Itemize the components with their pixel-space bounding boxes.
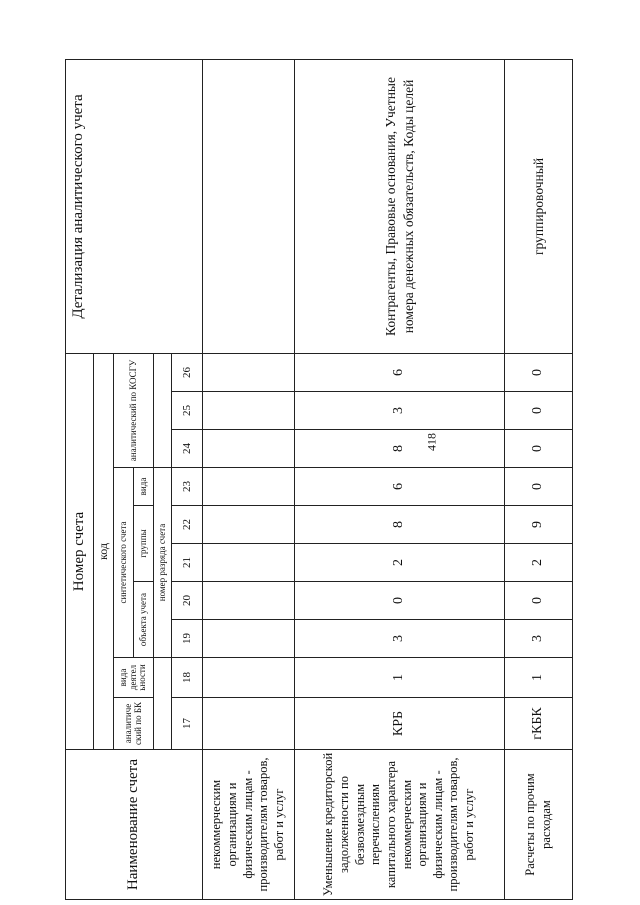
header-digit-number: номер разряда счета xyxy=(154,468,172,658)
digit-number-cell: 21 xyxy=(172,544,203,582)
header-empty-cell xyxy=(154,658,172,750)
digit-number-cell: 25 xyxy=(172,392,203,430)
value-cell: гКБК xyxy=(505,698,573,750)
value-cell xyxy=(203,544,295,582)
value-cell xyxy=(203,658,295,698)
value-cell: 8 xyxy=(295,506,505,544)
header-kind-activity: вида деятел ьности xyxy=(114,658,154,698)
detail-cell: Контрагенты, Правовые основания, Учетные номера денежных обязательств, Коды целей xyxy=(295,59,505,353)
value-cell xyxy=(203,468,295,506)
value-cell: 0 xyxy=(505,468,573,506)
value-cell: 0 xyxy=(505,392,573,430)
header-synthetic: синтетического счета xyxy=(114,468,134,658)
header-analytic-bk: аналитиче ский по БК xyxy=(114,698,154,750)
value-cell: 3 xyxy=(295,620,505,658)
rotated-page xyxy=(65,60,575,900)
account-name: Уменьшение кредиторской задолженности по безвозмездным перечислениям капитального характера некоммерческим организациям и физическим лицам - производителям товаров, работ и услуг xyxy=(295,750,505,900)
header-detail: Детализация аналитического учета xyxy=(66,59,203,353)
value-cell: 8 xyxy=(295,430,505,468)
table-row xyxy=(295,59,505,899)
value-cell: 0 xyxy=(295,582,505,620)
value-cell xyxy=(203,353,295,391)
header-group: группы xyxy=(134,506,154,582)
table-row xyxy=(203,59,295,899)
digit-number-cell: 20 xyxy=(172,582,203,620)
value-cell: 2 xyxy=(505,544,573,582)
digit-number-cell: 18 xyxy=(172,658,203,698)
digit-number-cell: 22 xyxy=(172,506,203,544)
header-kind: вида xyxy=(134,468,154,506)
account-table xyxy=(65,59,573,900)
digit-number-cell: 23 xyxy=(172,468,203,506)
value-cell xyxy=(203,698,295,750)
digit-number-cell: 17 xyxy=(172,698,203,750)
value-cell xyxy=(203,506,295,544)
page-number: 418 xyxy=(424,433,439,451)
value-cell xyxy=(203,392,295,430)
digit-number-cell: 26 xyxy=(172,353,203,391)
header-account-object: объекта учета xyxy=(134,582,154,658)
value-cell: 0 xyxy=(505,582,573,620)
value-cell: 6 xyxy=(295,353,505,391)
value-cell: 0 xyxy=(505,353,573,391)
value-cell: 1 xyxy=(505,658,573,698)
header-analytic-kosgu: аналитический по КОСГУ xyxy=(114,353,154,467)
table-row xyxy=(505,59,573,899)
header-name: Наименование счета xyxy=(66,750,203,900)
detail-cell xyxy=(203,59,295,353)
value-cell xyxy=(203,582,295,620)
header-empty-cell xyxy=(154,353,172,467)
value-cell: 3 xyxy=(295,392,505,430)
header-account-number: Номер счета xyxy=(66,353,94,749)
account-name: Расчеты по прочим расходам xyxy=(505,750,573,900)
value-cell: 1 xyxy=(295,658,505,698)
value-cell: 2 xyxy=(295,544,505,582)
header-code: код xyxy=(94,353,114,749)
value-cell xyxy=(203,430,295,468)
account-name: некоммерческим организациям и физическим лицам - производителям товаров, работ и услуг xyxy=(203,750,295,900)
detail-cell: группировочный xyxy=(505,59,573,353)
value-cell: 3 xyxy=(505,620,573,658)
digit-number-cell: 19 xyxy=(172,620,203,658)
value-cell: 0 xyxy=(505,430,573,468)
value-cell xyxy=(203,620,295,658)
value-cell: 9 xyxy=(505,506,573,544)
value-cell: 6 xyxy=(295,468,505,506)
digit-number-cell: 24 xyxy=(172,430,203,468)
value-cell: КРБ xyxy=(295,698,505,750)
